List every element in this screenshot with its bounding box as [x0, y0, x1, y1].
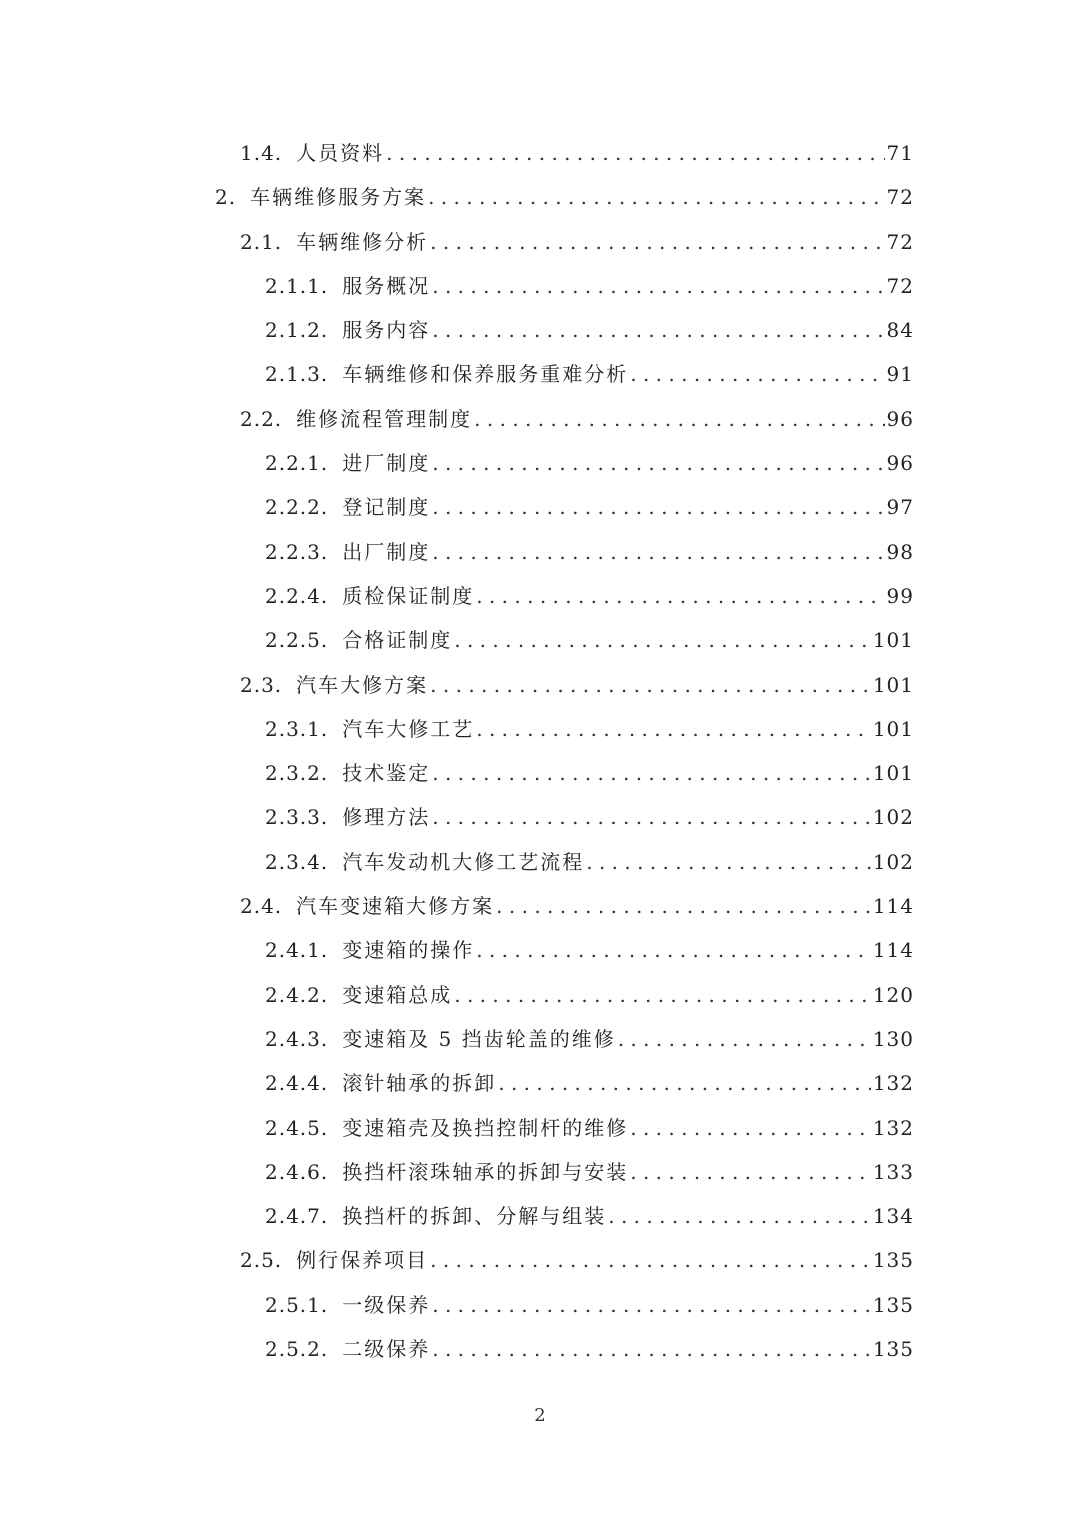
toc-entry-number: 2.4.3. [265, 1026, 329, 1051]
toc-dot-leader [430, 220, 884, 264]
toc-entry-number: 2.1. [240, 229, 283, 254]
toc-entry-title: 汽车大修方案 [296, 672, 429, 697]
toc-entry[interactable] [0, 973, 1080, 1017]
toc-entry-title: 二级保养 [342, 1337, 431, 1362]
toc-entry[interactable] [0, 1106, 1080, 1150]
toc-entry[interactable] [0, 840, 1080, 884]
toc-entry-title: 合格证制度 [342, 628, 453, 653]
toc-entry[interactable] [0, 618, 1080, 662]
toc-entry-page: 114 [872, 938, 914, 963]
toc-entry[interactable] [0, 663, 1080, 707]
toc-dot-leader [608, 1194, 871, 1238]
toc-entry-page: 120 [872, 982, 914, 1007]
toc-dot-leader [432, 441, 884, 485]
toc-entry-number: 2.5.2. [265, 1337, 329, 1362]
toc-entry-number: 2.3.2. [265, 761, 329, 786]
toc-entry-page: 132 [872, 1071, 914, 1096]
toc-dot-leader [630, 1150, 871, 1194]
toc-entry-page: 99 [886, 583, 914, 608]
toc-entry-page: 135 [872, 1292, 914, 1317]
toc-entry-title: 汽车发动机大修工艺流程 [342, 849, 585, 874]
toc-entry[interactable] [0, 751, 1080, 795]
toc-entry-title: 变速箱的操作 [342, 938, 475, 963]
toc-entry-title: 服务内容 [342, 318, 431, 343]
toc-dot-leader [454, 618, 871, 662]
toc-entry-number: 2.2. [240, 406, 283, 431]
toc-dot-leader [476, 574, 884, 618]
toc-entry-page: 71 [886, 141, 914, 165]
toc-entry-page: 135 [872, 1248, 914, 1273]
toc-entry-number: 2.2.2. [265, 495, 329, 520]
toc-entry-page: 133 [872, 1159, 914, 1184]
toc-entry-number: 2.2.4. [265, 583, 329, 608]
toc-entry-title: 滚针轴承的拆卸 [342, 1071, 497, 1096]
toc-dot-leader [586, 840, 871, 884]
toc-entry-title: 修理方法 [342, 805, 431, 830]
toc-dot-leader [432, 308, 884, 352]
toc-entry[interactable] [0, 884, 1080, 928]
toc-entry-number: 2.2.5. [265, 628, 329, 653]
toc-entry-title: 汽车大修工艺 [342, 716, 475, 741]
toc-entry-number: 2.2.3. [265, 539, 329, 564]
toc-entry-page: 134 [872, 1204, 914, 1229]
toc-entry[interactable] [0, 175, 1080, 219]
toc-entry-page: 102 [872, 805, 914, 830]
toc-entry-number: 2.3. [240, 672, 283, 697]
toc-entry-number: 2. [215, 185, 237, 210]
toc-dot-leader [386, 131, 884, 175]
toc-entry[interactable] [0, 1283, 1080, 1327]
toc-entry-title: 车辆维修分析 [296, 229, 429, 254]
toc-entry-title: 例行保养项目 [296, 1248, 429, 1273]
toc-entry-number: 2.1.2. [265, 318, 329, 343]
toc-dot-leader [630, 1106, 871, 1150]
toc-dot-leader [432, 1327, 871, 1371]
toc-dot-leader [474, 397, 884, 441]
toc-entry[interactable] [0, 1194, 1080, 1238]
toc-entry-number: 2.4. [240, 894, 283, 919]
toc-dot-leader [432, 751, 871, 795]
toc-dot-leader [630, 352, 884, 396]
toc-entry-number: 2.4.7. [265, 1204, 329, 1229]
toc-dot-leader [432, 264, 884, 308]
toc-entry[interactable] [0, 574, 1080, 618]
toc-entry-number: 2.4.5. [265, 1115, 329, 1140]
toc-entry-number: 2.5. [240, 1248, 283, 1273]
toc-entry-number: 2.3.4. [265, 849, 329, 874]
toc-entry-page: 102 [872, 849, 914, 874]
page-number: 2 [534, 1405, 546, 1426]
toc-entry-title: 变速箱及 5 挡齿轮盖的维修 [342, 1026, 616, 1051]
toc-entry[interactable] [0, 707, 1080, 751]
toc-dot-leader [432, 485, 884, 529]
toc-entry[interactable] [0, 220, 1080, 264]
toc-entry[interactable] [0, 1238, 1080, 1282]
toc-dot-leader [430, 663, 871, 707]
toc-entry-number: 2.4.4. [265, 1071, 329, 1096]
toc-entry[interactable] [0, 795, 1080, 839]
toc-entry-page: 72 [886, 229, 914, 254]
toc-entry-title: 变速箱壳及换挡控制杆的维修 [342, 1115, 629, 1140]
toc-entry-title: 服务概况 [342, 273, 431, 298]
toc-entry-page: 96 [886, 406, 914, 431]
toc-dot-leader [428, 175, 884, 219]
toc-entry-title: 维修流程管理制度 [296, 406, 473, 431]
toc-entry[interactable] [0, 264, 1080, 308]
toc-entry-page: 96 [886, 451, 914, 476]
toc-dot-leader [432, 530, 884, 574]
toc-entry-page: 101 [872, 628, 914, 653]
toc-entry-page: 91 [886, 362, 914, 387]
toc-entry-page: 135 [872, 1337, 914, 1362]
table-of-contents [0, 131, 1080, 1371]
toc-entry[interactable] [0, 485, 1080, 529]
toc-dot-leader [432, 795, 871, 839]
toc-entry-page: 101 [872, 761, 914, 786]
toc-entry-title: 换挡杆的拆卸、分解与组装 [342, 1204, 607, 1229]
toc-entry-page: 72 [886, 185, 914, 210]
toc-entry-page: 101 [872, 672, 914, 697]
toc-entry[interactable] [0, 1061, 1080, 1105]
toc-entry[interactable] [0, 1150, 1080, 1194]
toc-dot-leader [496, 884, 871, 928]
toc-entry-page: 72 [886, 273, 914, 298]
toc-entry-title: 变速箱总成 [342, 982, 453, 1007]
toc-entry-title: 技术鉴定 [342, 761, 431, 786]
toc-entry-number: 1.4. [240, 141, 283, 165]
toc-entry[interactable] [0, 928, 1080, 972]
toc-entry[interactable] [0, 131, 1080, 175]
toc-entry[interactable] [0, 1327, 1080, 1371]
toc-entry-title: 汽车变速箱大修方案 [296, 894, 495, 919]
toc-entry[interactable] [0, 352, 1080, 396]
toc-dot-leader [454, 973, 871, 1017]
toc-dot-leader [430, 1238, 871, 1282]
toc-entry-number: 2.1.3. [265, 362, 329, 387]
toc-dot-leader [476, 707, 871, 751]
toc-entry[interactable] [0, 530, 1080, 574]
toc-entry-page: 84 [886, 318, 914, 343]
toc-entry[interactable] [0, 1017, 1080, 1061]
toc-entry-number: 2.4.1. [265, 938, 329, 963]
toc-entry-number: 2.3.3. [265, 805, 329, 830]
toc-entry[interactable] [0, 308, 1080, 352]
toc-entry-title: 登记制度 [342, 495, 431, 520]
toc-entry-page: 101 [872, 716, 914, 741]
toc-entry-page: 130 [872, 1026, 914, 1051]
toc-entry-title: 人员资料 [296, 141, 385, 165]
toc-dot-leader [476, 928, 871, 972]
toc-entry-number: 2.3.1. [265, 716, 329, 741]
toc-entry-page: 114 [872, 894, 914, 919]
toc-entry-title: 一级保养 [342, 1292, 431, 1317]
toc-entry-page: 98 [886, 539, 914, 564]
toc-entry-page: 132 [872, 1115, 914, 1140]
toc-entry-number: 2.1.1. [265, 273, 329, 298]
toc-entry-number: 2.5.1. [265, 1292, 329, 1317]
toc-entry-number: 2.4.6. [265, 1159, 329, 1184]
toc-entry-title: 进厂制度 [342, 451, 431, 476]
toc-entry-title: 出厂制度 [342, 539, 431, 564]
toc-dot-leader [498, 1061, 871, 1105]
toc-entry[interactable] [0, 397, 1080, 441]
toc-entry[interactable] [0, 441, 1080, 485]
toc-entry-title: 质检保证制度 [342, 583, 475, 608]
toc-entry-title: 换挡杆滚珠轴承的拆卸与安装 [342, 1159, 629, 1184]
toc-entry-title: 车辆维修服务方案 [250, 185, 427, 210]
toc-entry-title: 车辆维修和保养服务重难分析 [342, 362, 629, 387]
toc-entry-number: 2.2.1. [265, 451, 329, 476]
toc-dot-leader [432, 1283, 871, 1327]
toc-dot-leader [618, 1017, 871, 1061]
toc-entry-page: 97 [886, 495, 914, 520]
toc-entry-number: 2.4.2. [265, 982, 329, 1007]
